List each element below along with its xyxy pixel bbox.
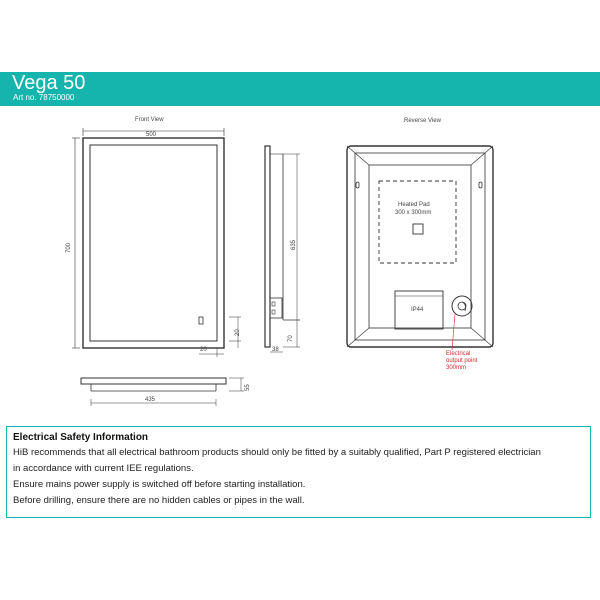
electrical-note-line-2: output point: [446, 358, 478, 364]
front-bottom-dim: 20: [200, 347, 207, 353]
touch-sensor-icon: [199, 317, 203, 324]
front-width-dim: 500: [146, 132, 157, 138]
side-height-dim: 635: [291, 239, 297, 250]
front-mirror-led-border: [90, 145, 217, 341]
electrical-safety-box: [6, 426, 591, 518]
side-switch-box: [270, 298, 282, 318]
bottom-mirror-profile: [81, 378, 226, 384]
bottom-width-dim: 435: [145, 397, 156, 403]
ip44-label: IP44: [411, 307, 424, 313]
heated-pad-outline: [379, 181, 456, 263]
front-height-dim: 700: [66, 242, 72, 253]
title-banner: [0, 72, 600, 106]
hanging-slot-right: [479, 182, 482, 188]
reverse-view-label: Reverse View: [404, 118, 441, 124]
article-number: Art no. 78750000: [13, 93, 75, 102]
side-70-dim: 70: [288, 335, 294, 342]
safety-line-4: Before drilling, ensure there are no hidden cables or pipes in the wall.: [13, 495, 305, 506]
heated-pad-size: 300 x 300mm: [395, 210, 432, 216]
electrical-output-point: [452, 296, 472, 316]
electrical-note-line-1: Electrical: [446, 351, 471, 357]
safety-title: Electrical Safety Information: [13, 432, 149, 443]
electrical-note-line-3: 300mm: [446, 365, 467, 371]
front-view-label: Front View: [135, 117, 164, 123]
product-title: Vega 50: [12, 72, 86, 94]
bottom-depth-dim: 55: [245, 384, 251, 391]
front-side-dim: 20: [235, 329, 241, 336]
hanging-slot-left: [356, 182, 359, 188]
drawing-lines: [0, 106, 600, 426]
safety-line-2: in accordance with current IEE regulations.: [13, 463, 194, 474]
front-mirror-outer: [83, 138, 224, 348]
side-38-dim: 38: [272, 347, 279, 353]
side-mirror-profile: [265, 146, 270, 347]
safety-line-1: HiB recommends that all electrical bathroom products should only be fitted by a suitably qualified, Part P registered electrician: [13, 447, 541, 458]
heated-pad-label: Heated Pad: [398, 202, 430, 208]
safety-line-3: Ensure mains power supply is switched off before starting installation.: [13, 479, 306, 490]
heated-pad-connector: [413, 224, 423, 234]
technical-drawing: [0, 106, 600, 426]
